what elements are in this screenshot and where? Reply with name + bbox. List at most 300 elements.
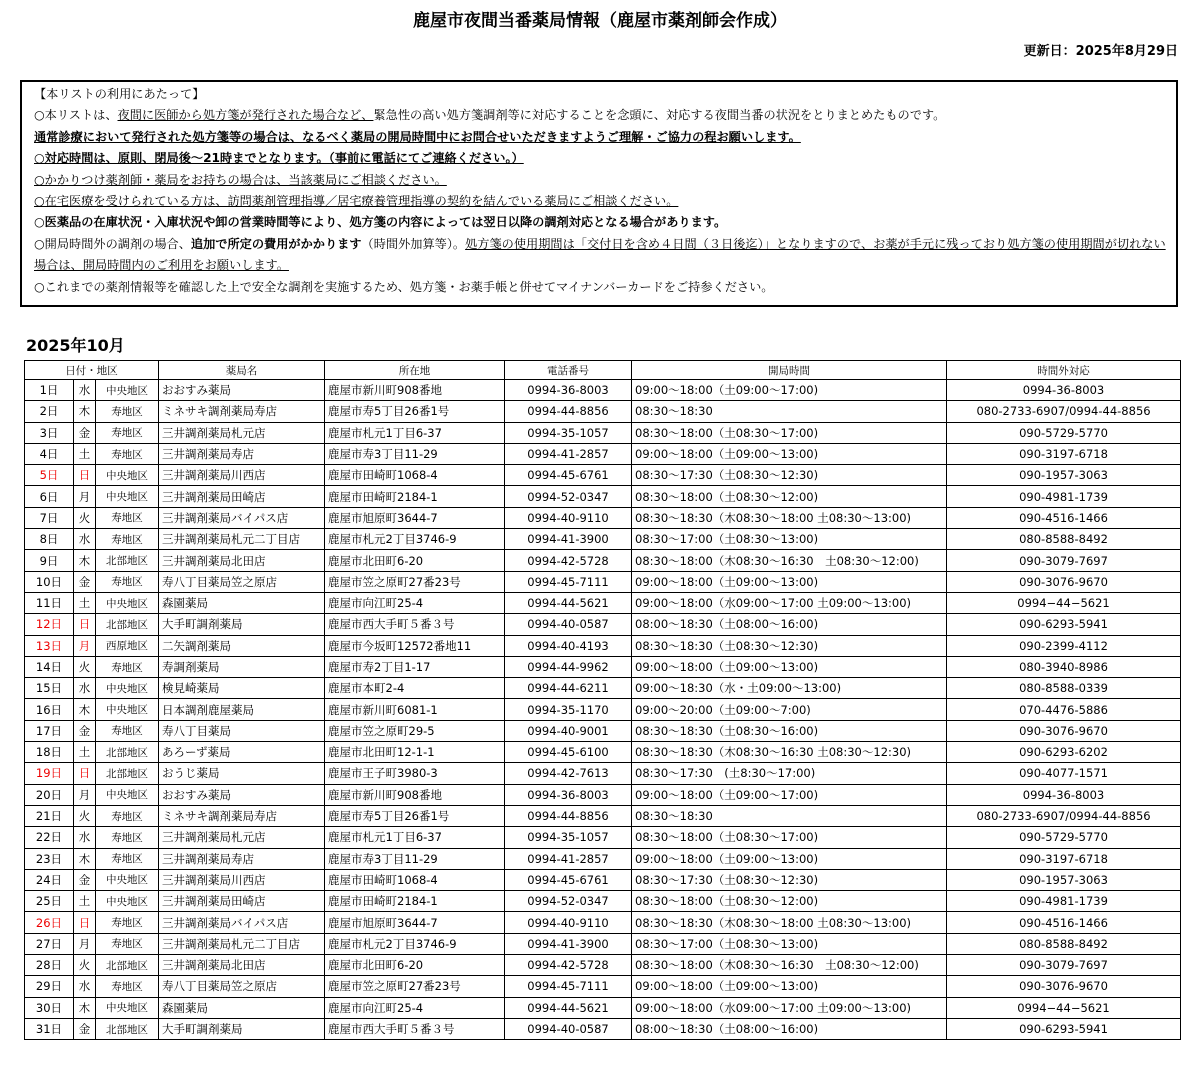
after-hours-cell: 090-2399-4112 bbox=[947, 635, 1181, 656]
pharmacy-name-cell: 二矢調剤薬局 bbox=[159, 635, 325, 656]
phone-cell: 0994-52-0347 bbox=[505, 891, 632, 912]
table-row bbox=[25, 933, 1181, 954]
hours-cell: 08:30～17:30（土08:30～12:30) bbox=[632, 869, 947, 890]
weekday-cell: 土 bbox=[74, 742, 96, 763]
pharmacy-name-cell: 大手町調剤薬局 bbox=[159, 1018, 325, 1039]
hours-cell: 08:30～18:00（土08:30～17:00) bbox=[632, 422, 947, 443]
weekday-cell: 火 bbox=[74, 656, 96, 677]
hours-cell: 09:00～18:00（土09:00～13:00) bbox=[632, 571, 947, 592]
notice-heading: 【本リストの利用にあたって】 bbox=[34, 87, 205, 101]
table-row bbox=[25, 507, 1181, 528]
weekday-cell: 月 bbox=[74, 933, 96, 954]
after-hours-cell: 090-3076-9670 bbox=[947, 571, 1181, 592]
weekday-cell: 日 bbox=[74, 912, 96, 933]
table-row bbox=[25, 592, 1181, 613]
hours-cell: 08:30～18:00（木08:30～16:30 土08:30～12:00) bbox=[632, 955, 947, 976]
pharmacy-name-cell: 三井調剤薬局田崎店 bbox=[159, 891, 325, 912]
hours-cell: 08:30～18:30 bbox=[632, 805, 947, 826]
address-cell: 鹿屋市北田町12-1-1 bbox=[325, 742, 505, 763]
area-cell: 中央地区 bbox=[96, 486, 159, 507]
pharmacy-name-cell: 三井調剤薬局寿店 bbox=[159, 443, 325, 464]
after-hours-cell: 070-4476-5886 bbox=[947, 699, 1181, 720]
phone-cell: 0994-40-9001 bbox=[505, 720, 632, 741]
phone-cell: 0994-45-6100 bbox=[505, 742, 632, 763]
table-header-row bbox=[25, 361, 1181, 380]
address-cell: 鹿屋市北田町6-20 bbox=[325, 955, 505, 976]
pharmacy-name-cell: あろーず薬局 bbox=[159, 742, 325, 763]
pharmacy-name-cell: 寿八丁目薬局 bbox=[159, 720, 325, 741]
weekday-cell: 火 bbox=[74, 507, 96, 528]
after-hours-cell: 080-8588-8492 bbox=[947, 933, 1181, 954]
date-cell: 1日 bbox=[25, 380, 74, 401]
address-cell: 鹿屋市笠之原町27番23号 bbox=[325, 571, 505, 592]
table-row bbox=[25, 763, 1181, 784]
weekday-cell: 日 bbox=[74, 465, 96, 486]
pharmacy-name-cell: 寿八丁目薬局笠之原店 bbox=[159, 976, 325, 997]
after-hours-cell: 0994−44−5621 bbox=[947, 997, 1181, 1018]
address-cell: 鹿屋市寿5丁目26番1号 bbox=[325, 805, 505, 826]
table-row bbox=[25, 443, 1181, 464]
notice-line-5: ○在宅医療を受けられている方は、訪問薬剤管理指導／居宅療養管理指導の契約を結んでいる薬局にご相談ください。 bbox=[34, 194, 679, 209]
area-cell: 中央地区 bbox=[96, 678, 159, 699]
phone-cell: 0994-45-6761 bbox=[505, 869, 632, 890]
weekday-cell: 月 bbox=[74, 486, 96, 507]
area-cell: 西原地区 bbox=[96, 635, 159, 656]
pharmacy-name-cell: おうじ薬局 bbox=[159, 763, 325, 784]
pharmacy-name-cell: 検見崎薬局 bbox=[159, 678, 325, 699]
address-cell: 鹿屋市笠之原町29-5 bbox=[325, 720, 505, 741]
date-cell: 10日 bbox=[25, 571, 74, 592]
area-cell: 寿地区 bbox=[96, 976, 159, 997]
hours-cell: 08:30～18:30（木08:30～16:30 土08:30～12:30) bbox=[632, 742, 947, 763]
table-row bbox=[25, 891, 1181, 912]
weekday-cell: 金 bbox=[74, 869, 96, 890]
pharmacy-name-cell: 三井調剤薬局札元二丁目店 bbox=[159, 529, 325, 550]
hours-cell: 08:30～18:30（木08:30～18:00 土08:30～13:00) bbox=[632, 912, 947, 933]
address-cell: 鹿屋市田崎町2184-1 bbox=[325, 891, 505, 912]
area-cell: 中央地区 bbox=[96, 465, 159, 486]
date-cell: 31日 bbox=[25, 1018, 74, 1039]
pharmacy-name-cell: 寿八丁目薬局笠之原店 bbox=[159, 571, 325, 592]
address-cell: 鹿屋市王子町3980-3 bbox=[325, 763, 505, 784]
address-cell: 鹿屋市新川町908番地 bbox=[325, 784, 505, 805]
after-hours-cell: 090-6293-6202 bbox=[947, 742, 1181, 763]
area-cell: 寿地区 bbox=[96, 401, 159, 422]
pharmacy-name-cell: 三井調剤薬局札元店 bbox=[159, 422, 325, 443]
pharmacy-name-cell: 三井調剤薬局バイパス店 bbox=[159, 507, 325, 528]
table-row bbox=[25, 784, 1181, 805]
area-cell: 中央地区 bbox=[96, 997, 159, 1018]
pharmacy-name-cell: 三井調剤薬局バイパス店 bbox=[159, 912, 325, 933]
area-cell: 北部地区 bbox=[96, 614, 159, 635]
table-row bbox=[25, 848, 1181, 869]
phone-cell: 0994-44-8856 bbox=[505, 401, 632, 422]
notice-line-7: ○開局時間外の調剤の場合、追加で所定の費用がかかります（時間外加算等）。処方箋の使用期間は「交付日を含め４日間（３日後迄）」となりますので、お薬が手元に残っており処方箋の使用期間が切れない場合は、開局時間内のご利用をお願いします。 bbox=[34, 236, 1166, 273]
area-cell: 寿地区 bbox=[96, 720, 159, 741]
notice-line-4: ○かかりつけ薬剤師・薬局をお持ちの場合は、当該薬局にご相談ください。 bbox=[34, 172, 447, 187]
table-row bbox=[25, 699, 1181, 720]
after-hours-cell: 090-3197-6718 bbox=[947, 443, 1181, 464]
phone-cell: 0994-40-9110 bbox=[505, 912, 632, 933]
phone-cell: 0994-41-3900 bbox=[505, 933, 632, 954]
after-hours-cell: 080-8588-8492 bbox=[947, 529, 1181, 550]
after-hours-cell: 090-4516-1466 bbox=[947, 507, 1181, 528]
hours-cell: 09:00～18:00（土09:00～13:00) bbox=[632, 976, 947, 997]
area-cell: 北部地区 bbox=[96, 1018, 159, 1039]
table-row bbox=[25, 380, 1181, 401]
phone-cell: 0994-45-7111 bbox=[505, 571, 632, 592]
address-cell: 鹿屋市向江町25-4 bbox=[325, 997, 505, 1018]
hours-cell: 08:00～18:30（土08:00～16:00) bbox=[632, 1018, 947, 1039]
area-cell: 中央地区 bbox=[96, 869, 159, 890]
phone-cell: 0994-44-9962 bbox=[505, 656, 632, 677]
weekday-cell: 金 bbox=[74, 1018, 96, 1039]
weekday-cell: 水 bbox=[74, 380, 96, 401]
hours-cell: 08:30～18:00（土08:30～17:00) bbox=[632, 827, 947, 848]
table-row bbox=[25, 1018, 1181, 1039]
date-cell: 14日 bbox=[25, 656, 74, 677]
date-cell: 25日 bbox=[25, 891, 74, 912]
address-cell: 鹿屋市田崎町1068-4 bbox=[325, 465, 505, 486]
hours-cell: 08:30～18:00（土08:30～12:00) bbox=[632, 891, 947, 912]
hours-cell: 08:30～17:00（土08:30～13:00) bbox=[632, 933, 947, 954]
hours-cell: 08:30～18:00（土08:30～12:00) bbox=[632, 486, 947, 507]
pharmacy-name-cell: 三井調剤薬局北田店 bbox=[159, 550, 325, 571]
phone-cell: 0994-45-7111 bbox=[505, 976, 632, 997]
table-row bbox=[25, 678, 1181, 699]
table-row bbox=[25, 422, 1181, 443]
address-cell: 鹿屋市寿5丁目26番1号 bbox=[325, 401, 505, 422]
pharmacy-name-cell: 三井調剤薬局北田店 bbox=[159, 955, 325, 976]
date-cell: 30日 bbox=[25, 997, 74, 1018]
weekday-cell: 木 bbox=[74, 550, 96, 571]
table-row bbox=[25, 635, 1181, 656]
date-cell: 6日 bbox=[25, 486, 74, 507]
area-cell: 中央地区 bbox=[96, 592, 159, 613]
date-cell: 4日 bbox=[25, 443, 74, 464]
date-cell: 19日 bbox=[25, 763, 74, 784]
address-cell: 鹿屋市本町2-4 bbox=[325, 678, 505, 699]
phone-cell: 0994-44-5621 bbox=[505, 997, 632, 1018]
after-hours-cell: 090-5729-5770 bbox=[947, 827, 1181, 848]
hours-cell: 09:00～18:00（水09:00～17:00 土09:00～13:00) bbox=[632, 592, 947, 613]
area-cell: 寿地区 bbox=[96, 805, 159, 826]
pharmacy-schedule-table bbox=[24, 360, 1181, 1040]
address-cell: 鹿屋市笠之原町27番23号 bbox=[325, 976, 505, 997]
table-row bbox=[25, 805, 1181, 826]
area-cell: 中央地区 bbox=[96, 891, 159, 912]
weekday-cell: 水 bbox=[74, 827, 96, 848]
hours-cell: 09:00～18:00（土09:00～17:00) bbox=[632, 784, 947, 805]
weekday-cell: 木 bbox=[74, 848, 96, 869]
date-cell: 21日 bbox=[25, 805, 74, 826]
weekday-cell: 木 bbox=[74, 401, 96, 422]
weekday-cell: 水 bbox=[74, 529, 96, 550]
table-row bbox=[25, 614, 1181, 635]
notice-line-3: ○対応時間は、原則、閉局後～21時までとなります。（事前に電話にてご連絡ください。） bbox=[34, 151, 524, 166]
area-cell: 中央地区 bbox=[96, 380, 159, 401]
pharmacy-name-cell: 森園薬局 bbox=[159, 997, 325, 1018]
after-hours-cell: 090-3079-7697 bbox=[947, 955, 1181, 976]
table-row bbox=[25, 401, 1181, 422]
hours-cell: 08:30～17:30（土08:30～12:30) bbox=[632, 465, 947, 486]
phone-cell: 0994-35-1057 bbox=[505, 422, 632, 443]
area-cell: 寿地区 bbox=[96, 912, 159, 933]
after-hours-cell: 090-1957-3063 bbox=[947, 869, 1181, 890]
hours-cell: 08:30～18:00（木08:30～16:30 土08:30～12:00) bbox=[632, 550, 947, 571]
address-cell: 鹿屋市田崎町1068-4 bbox=[325, 869, 505, 890]
area-cell: 寿地区 bbox=[96, 827, 159, 848]
hours-cell: 08:30～17:30 (土8:30～17:00) bbox=[632, 763, 947, 784]
phone-cell: 0994-41-2857 bbox=[505, 443, 632, 464]
hours-cell: 09:00～18:00（土09:00～17:00) bbox=[632, 380, 947, 401]
date-cell: 22日 bbox=[25, 827, 74, 848]
hours-cell: 09:00～18:30（水・土09:00～13:00) bbox=[632, 678, 947, 699]
address-cell: 鹿屋市田崎町2184-1 bbox=[325, 486, 505, 507]
table-row bbox=[25, 997, 1181, 1018]
phone-cell: 0994-41-2857 bbox=[505, 848, 632, 869]
address-cell: 鹿屋市新川町6081-1 bbox=[325, 699, 505, 720]
notice-line-1: ○本リストは、夜間に医師から処方箋が発行された場合など、緊急性の高い処方箋調剤等に対応することを念頭に、対応する夜間当番の状況をとりまとめたものです。 bbox=[34, 108, 946, 123]
after-hours-cell: 090-4981-1739 bbox=[947, 891, 1181, 912]
header-hours: 開局時間 bbox=[632, 361, 947, 380]
address-cell: 鹿屋市札元1丁目6-37 bbox=[325, 422, 505, 443]
date-cell: 23日 bbox=[25, 848, 74, 869]
area-cell: 寿地区 bbox=[96, 656, 159, 677]
hours-cell: 09:00～18:00（土09:00～13:00) bbox=[632, 443, 947, 464]
hours-cell: 09:00～18:00（土09:00～13:00) bbox=[632, 656, 947, 677]
phone-cell: 0994-42-7613 bbox=[505, 763, 632, 784]
pharmacy-name-cell: 三井調剤薬局川西店 bbox=[159, 869, 325, 890]
hours-cell: 08:30～17:00（土08:30～13:00) bbox=[632, 529, 947, 550]
after-hours-cell: 0994−44−5621 bbox=[947, 592, 1181, 613]
area-cell: 北部地区 bbox=[96, 742, 159, 763]
area-cell: 寿地区 bbox=[96, 529, 159, 550]
phone-cell: 0994-40-9110 bbox=[505, 507, 632, 528]
address-cell: 鹿屋市向江町25-4 bbox=[325, 592, 505, 613]
phone-cell: 0994-42-5728 bbox=[505, 955, 632, 976]
weekday-cell: 火 bbox=[74, 805, 96, 826]
address-cell: 鹿屋市今坂町12572番地11 bbox=[325, 635, 505, 656]
date-cell: 5日 bbox=[25, 465, 74, 486]
pharmacy-name-cell: 森園薬局 bbox=[159, 592, 325, 613]
weekday-cell: 金 bbox=[74, 571, 96, 592]
table-row bbox=[25, 486, 1181, 507]
hours-cell: 08:30～18:30 bbox=[632, 401, 947, 422]
hours-cell: 08:00～18:30（土08:00～16:00) bbox=[632, 614, 947, 635]
header-after-hours: 時間外対応 bbox=[947, 361, 1181, 380]
pharmacy-name-cell: おおすみ薬局 bbox=[159, 784, 325, 805]
phone-cell: 0994-40-0587 bbox=[505, 1018, 632, 1039]
hours-cell: 08:30～18:30（土08:30～16:00) bbox=[632, 720, 947, 741]
date-cell: 16日 bbox=[25, 699, 74, 720]
after-hours-cell: 090-3076-9670 bbox=[947, 976, 1181, 997]
weekday-cell: 土 bbox=[74, 592, 96, 613]
weekday-cell: 水 bbox=[74, 976, 96, 997]
phone-cell: 0994-44-5621 bbox=[505, 592, 632, 613]
address-cell: 鹿屋市札元2丁目3746-9 bbox=[325, 529, 505, 550]
area-cell: 北部地区 bbox=[96, 550, 159, 571]
table-row bbox=[25, 465, 1181, 486]
hours-cell: 08:30～18:30（土08:30～12:30) bbox=[632, 635, 947, 656]
notice-line-8: ○これまでの薬剤情報等を確認した上で安全な調剤を実施するため、処方箋・お薬手帳と併せてマイナンバーカードをご持参ください。 bbox=[34, 279, 774, 294]
table-row bbox=[25, 869, 1181, 890]
area-cell: 寿地区 bbox=[96, 507, 159, 528]
date-cell: 7日 bbox=[25, 507, 74, 528]
weekday-cell: 土 bbox=[74, 891, 96, 912]
area-cell: 中央地区 bbox=[96, 784, 159, 805]
area-cell: 寿地区 bbox=[96, 848, 159, 869]
table-row bbox=[25, 550, 1181, 571]
pharmacy-name-cell: 三井調剤薬局川西店 bbox=[159, 465, 325, 486]
area-cell: 寿地区 bbox=[96, 422, 159, 443]
weekday-cell: 金 bbox=[74, 720, 96, 741]
date-cell: 3日 bbox=[25, 422, 74, 443]
weekday-cell: 土 bbox=[74, 443, 96, 464]
table-row bbox=[25, 955, 1181, 976]
date-cell: 15日 bbox=[25, 678, 74, 699]
hours-cell: 09:00～20:00（土09:00～7:00) bbox=[632, 699, 947, 720]
weekday-cell: 金 bbox=[74, 422, 96, 443]
phone-cell: 0994-44-6211 bbox=[505, 678, 632, 699]
after-hours-cell: 090-4516-1466 bbox=[947, 912, 1181, 933]
address-cell: 鹿屋市寿3丁目11-29 bbox=[325, 848, 505, 869]
after-hours-cell: 090-5729-5770 bbox=[947, 422, 1181, 443]
table-row bbox=[25, 976, 1181, 997]
table-row bbox=[25, 571, 1181, 592]
pharmacy-name-cell: おおすみ薬局 bbox=[159, 380, 325, 401]
after-hours-cell: 090-4981-1739 bbox=[947, 486, 1181, 507]
pharmacy-name-cell: 三井調剤薬局寿店 bbox=[159, 848, 325, 869]
pharmacy-name-cell: 三井調剤薬局札元二丁目店 bbox=[159, 933, 325, 954]
area-cell: 寿地区 bbox=[96, 443, 159, 464]
weekday-cell: 水 bbox=[74, 678, 96, 699]
header-pharmacy: 薬局名 bbox=[159, 361, 325, 380]
weekday-cell: 火 bbox=[74, 955, 96, 976]
area-cell: 中央地区 bbox=[96, 699, 159, 720]
header-address: 所在地 bbox=[325, 361, 505, 380]
address-cell: 鹿屋市旭原町3644-7 bbox=[325, 507, 505, 528]
date-cell: 8日 bbox=[25, 529, 74, 550]
table-row bbox=[25, 656, 1181, 677]
pharmacy-name-cell: 三井調剤薬局札元店 bbox=[159, 827, 325, 848]
date-cell: 29日 bbox=[25, 976, 74, 997]
after-hours-cell: 090-3197-6718 bbox=[947, 848, 1181, 869]
date-cell: 12日 bbox=[25, 614, 74, 635]
table-row bbox=[25, 827, 1181, 848]
pharmacy-name-cell: 三井調剤薬局田崎店 bbox=[159, 486, 325, 507]
notice-line-6: ○医薬品の在庫状況・入庫状況や卸の営業時間等により、処方箋の内容によっては翌日以降の調剤対応となる場合があります。 bbox=[34, 215, 727, 230]
phone-cell: 0994-35-1170 bbox=[505, 699, 632, 720]
after-hours-cell: 090-3076-9670 bbox=[947, 720, 1181, 741]
pharmacy-name-cell: ミネサキ調剤薬局寿店 bbox=[159, 401, 325, 422]
date-cell: 26日 bbox=[25, 912, 74, 933]
date-cell: 18日 bbox=[25, 742, 74, 763]
date-cell: 2日 bbox=[25, 401, 74, 422]
date-cell: 11日 bbox=[25, 592, 74, 613]
phone-cell: 0994-42-5728 bbox=[505, 550, 632, 571]
address-cell: 鹿屋市札元2丁目3746-9 bbox=[325, 933, 505, 954]
table-row bbox=[25, 529, 1181, 550]
phone-cell: 0994-44-8856 bbox=[505, 805, 632, 826]
date-cell: 9日 bbox=[25, 550, 74, 571]
after-hours-cell: 090-4077-1571 bbox=[947, 763, 1181, 784]
hours-cell: 09:00～18:00（土09:00～13:00) bbox=[632, 848, 947, 869]
after-hours-cell: 080-8588-0339 bbox=[947, 678, 1181, 699]
weekday-cell: 日 bbox=[74, 763, 96, 784]
date-cell: 24日 bbox=[25, 869, 74, 890]
date-cell: 27日 bbox=[25, 933, 74, 954]
hours-cell: 08:30～18:30（木08:30～18:00 土08:30～13:00) bbox=[632, 507, 947, 528]
address-cell: 鹿屋市西大手町５番３号 bbox=[325, 614, 505, 635]
area-cell: 寿地区 bbox=[96, 933, 159, 954]
phone-cell: 0994-35-1057 bbox=[505, 827, 632, 848]
weekday-cell: 木 bbox=[74, 699, 96, 720]
after-hours-cell: 080-2733-6907/0994-44-8856 bbox=[947, 401, 1181, 422]
phone-cell: 0994-45-6761 bbox=[505, 465, 632, 486]
date-cell: 13日 bbox=[25, 635, 74, 656]
address-cell: 鹿屋市旭原町3644-7 bbox=[325, 912, 505, 933]
updated-date: 更新日：2025年8月29日 bbox=[1023, 44, 1178, 59]
phone-cell: 0994-52-0347 bbox=[505, 486, 632, 507]
table-row bbox=[25, 912, 1181, 933]
weekday-cell: 月 bbox=[74, 635, 96, 656]
usage-notice-box bbox=[20, 80, 1178, 307]
table-row bbox=[25, 720, 1181, 741]
hours-cell: 09:00～18:00（水09:00～17:00 土09:00～13:00) bbox=[632, 997, 947, 1018]
address-cell: 鹿屋市新川町908番地 bbox=[325, 380, 505, 401]
date-cell: 20日 bbox=[25, 784, 74, 805]
address-cell: 鹿屋市北田町6-20 bbox=[325, 550, 505, 571]
address-cell: 鹿屋市寿3丁目11-29 bbox=[325, 443, 505, 464]
date-cell: 17日 bbox=[25, 720, 74, 741]
header-date-area: 日付・地区 bbox=[25, 361, 159, 380]
after-hours-cell: 080-3940-8986 bbox=[947, 656, 1181, 677]
pharmacy-name-cell: 寿調剤薬局 bbox=[159, 656, 325, 677]
notice-line-2: 通常診療において発行された処方箋等の場合は、なるべく薬局の開局時間中にお問合せいただきますようご理解・ご協力の程お願いします。 bbox=[34, 129, 801, 144]
month-heading: 2025年10月 bbox=[26, 336, 125, 355]
phone-cell: 0994-36-8003 bbox=[505, 784, 632, 805]
header-phone: 電話番号 bbox=[505, 361, 632, 380]
after-hours-cell: 090-3079-7697 bbox=[947, 550, 1181, 571]
after-hours-cell: 080-2733-6907/0994-44-8856 bbox=[947, 805, 1181, 826]
address-cell: 鹿屋市札元1丁目6-37 bbox=[325, 827, 505, 848]
after-hours-cell: 090-6293-5941 bbox=[947, 614, 1181, 635]
phone-cell: 0994-40-4193 bbox=[505, 635, 632, 656]
pharmacy-name-cell: 日本調剤鹿屋薬局 bbox=[159, 699, 325, 720]
address-cell: 鹿屋市寿2丁目1-17 bbox=[325, 656, 505, 677]
after-hours-cell: 0994-36-8003 bbox=[947, 784, 1181, 805]
after-hours-cell: 090-1957-3063 bbox=[947, 465, 1181, 486]
phone-cell: 0994-40-0587 bbox=[505, 614, 632, 635]
date-cell: 28日 bbox=[25, 955, 74, 976]
pharmacy-name-cell: 大手町調剤薬局 bbox=[159, 614, 325, 635]
address-cell: 鹿屋市西大手町５番３号 bbox=[325, 1018, 505, 1039]
area-cell: 北部地区 bbox=[96, 955, 159, 976]
weekday-cell: 月 bbox=[74, 784, 96, 805]
pharmacy-name-cell: ミネサキ調剤薬局寿店 bbox=[159, 805, 325, 826]
phone-cell: 0994-36-8003 bbox=[505, 380, 632, 401]
area-cell: 北部地区 bbox=[96, 763, 159, 784]
after-hours-cell: 0994-36-8003 bbox=[947, 380, 1181, 401]
page-title: 鹿屋市夜間当番薬局情報（鹿屋市薬剤師会作成） bbox=[413, 11, 787, 31]
table-row bbox=[25, 742, 1181, 763]
weekday-cell: 日 bbox=[74, 614, 96, 635]
area-cell: 寿地区 bbox=[96, 571, 159, 592]
phone-cell: 0994-41-3900 bbox=[505, 529, 632, 550]
weekday-cell: 木 bbox=[74, 997, 96, 1018]
after-hours-cell: 090-6293-5941 bbox=[947, 1018, 1181, 1039]
